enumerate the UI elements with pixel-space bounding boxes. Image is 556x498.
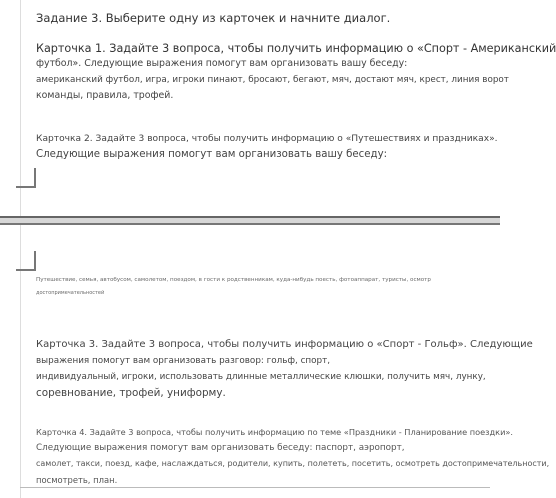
card-1-line-2: футбол». Следующие выражения помогут вам организовать вашу беседу: [36,58,408,69]
card-3-line-2: выражения помогут вам организовать разговор: гольф, спорт, [36,356,331,366]
card-4 [36,424,550,488]
card-2-words-line-2: достопримечательностей [36,290,105,296]
card-3-line-3: индивидуальный, игроки, использовать длинные металлические клюшки, получить мяч, лунку, [36,372,486,382]
card-4-line-1: Карточка 4. Задайте 3 вопроса, чтобы получить информацию по теме «Праздники - Планирование поездки». [36,427,514,437]
page-margin-rule [20,0,21,498]
card-2-line-1: Карточка 2. Задайте 3 вопроса, чтобы получить информацию о «Путешествиях и праздниках». [36,134,498,144]
card-3-line-1: Карточка 3. Задайте 3 вопроса, чтобы получить информацию о «Спорт - Гольф». Следующие [36,339,533,350]
corner-mark [16,251,36,271]
card-3-line-4: соревнование, трофей, униформу. [36,387,226,399]
card-2-words-line-1: Путешествие, семья, автобусом, самолетом, поездом, в гости к родственникам, куда-нибудь поесть, фотоаппарат, туристы, осмотр [36,277,431,283]
card-4-line-3: самолет, такси, поезд, кафе, наслаждаться, родители, купить, полететь, посетить, осмотреть достопримечательности, [36,459,550,468]
card-4-line-2: Следующие выражения помогут вам организовать беседу: паспорт, аэропорт, [36,443,405,453]
corner-mark [16,168,36,188]
card-1-line-3: американский футбол, игра, игроки пинают, бросают, бегают, мяч, достают мяч, крест, линия ворот [36,75,509,85]
card-4-line-4: посмотреть, план. [36,475,118,485]
card-1 [36,42,556,104]
card-2-line-2: Следующие выражения помогут вам организовать вашу беседу: [36,149,388,160]
card-1-line-1: Карточка 1. Задайте 3 вопроса, чтобы получить информацию о «Спорт - Американский [36,42,556,55]
page-break-top-line [0,216,500,218]
card-3 [36,337,533,401]
card-2 [36,131,498,163]
page-break-bottom-line [0,223,500,225]
card-2-word-list [36,274,490,300]
task-title: Задание 3. Выберите одну из карточек и начните диалог. [36,11,391,25]
bottom-rule [20,487,490,488]
card-1-line-4: команды, правила, трофей. [36,90,174,101]
